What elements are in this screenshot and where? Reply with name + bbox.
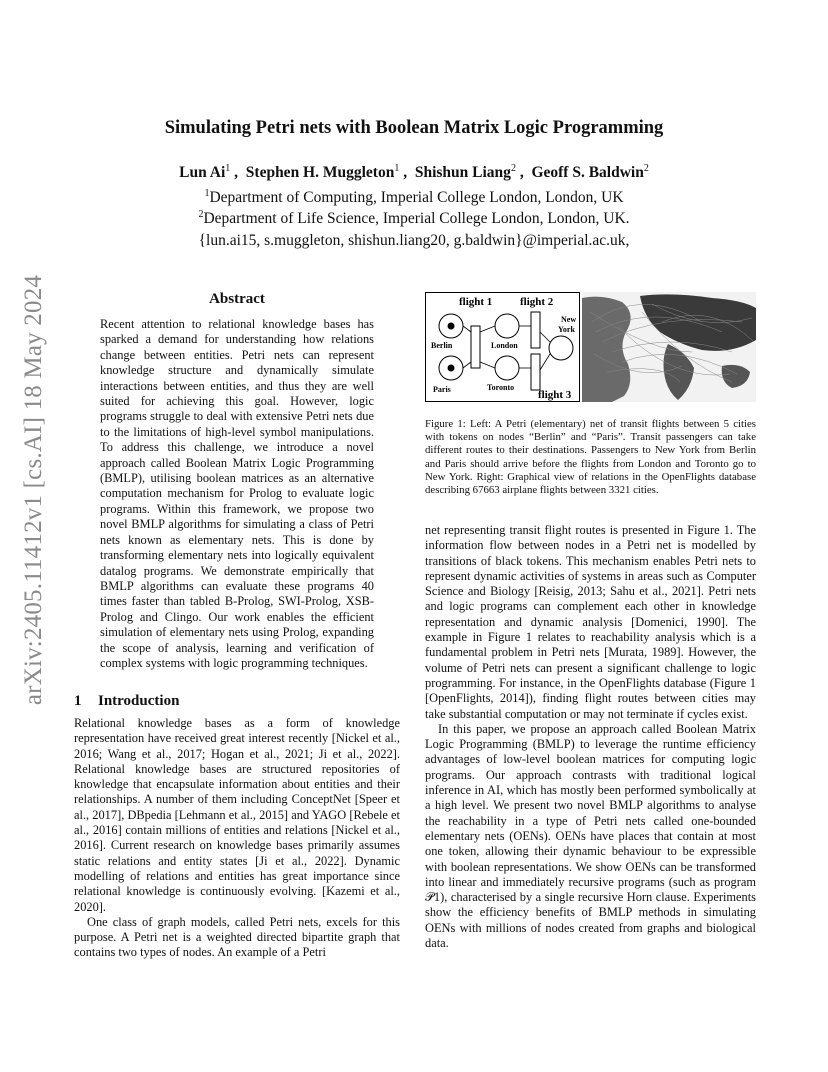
paragraph: Relational knowledge bases as a form of knowledge representation have received great interest recently [Nickel et al., 2016; Wang et al., 2017; Hogan et al., 2021; Ji et al., 2022]. Relational knowledge bases are structured repositories of knowledge that encapsulate information about entities and their relationships. A number of them including ConceptNet [Speer et al., 2017], DBpedia [Lehmann et al., 2015] and YAGO [Rebele et al., 2016] contain millions of entities and relations [Nickel et al., 2016]. Current research on knowledge bases primarily assumes static relations and entity states [Ji et al., 2022]. Dynamic modelling of relations and entities has great importance since relational knowledge is continuously evolving. [Kazemi et al., 2020]. xyxy=(74,716,400,914)
label-flight-3: flight 3 xyxy=(538,389,572,401)
label-paris: Paris xyxy=(433,385,451,394)
affiliation-mark: 1 xyxy=(204,188,210,199)
paragraph: One class of graph models, called Petri nets, excels for this purpose. A Petri net is a weighted directed bipartite graph that contains two types of nodes. An example of a Petri xyxy=(74,914,400,960)
paragraph: net representing transit flight routes is presented in Figure 1. The information flow between nodes in a Petri net is modelled by transitions of black tokens. This mechanism enables Petri nets to represent dynamic activities of systems in areas such as Computer Science and Biology [Reisig, 2013; Sahu et al., 2021]. Petri nets and logic programs can complement each other in knowledge representation and dynamic analysis [Domenici, 1990]. The example in Figure 1 relates to reachability analysis which is a fundamental problem in Petri nets [Murata, 1989]. However, the volume of Petri nets can present a significant challenge to logic programming. For instance, in the OpenFlights database (Figure 1 [OpenFlights, 2014]), finding flight routes between cities may take substantial computation or may not terminate if cycles exist. xyxy=(425,523,756,721)
arxiv-identifier: arXiv:2405.11412v1 [cs.AI] 18 May 2024 xyxy=(20,274,48,706)
token-berlin xyxy=(448,323,455,330)
author-name: Shishun Liang xyxy=(414,164,511,182)
affiliation-text: Department of Computing, Imperial College London, London, UK xyxy=(209,189,624,207)
label-york: York xyxy=(558,325,575,334)
author-name: Geoff S. Baldwin xyxy=(531,164,644,182)
affiliation-line xyxy=(0,188,828,207)
transition-flight-3 xyxy=(531,354,540,390)
author-affiliation-mark: 2 xyxy=(643,163,649,174)
paper-title: Simulating Petri nets with Boolean Matrix Logic Programming xyxy=(164,118,664,138)
place-new-york xyxy=(549,336,573,360)
label-toronto: Toronto xyxy=(487,383,515,392)
author-list: Lun Ai$^1$ , Stephen H. Muggleton$^1$ , Shishun Liang$^2$ , Geoff S. Baldwin$^2$ xyxy=(179,163,649,182)
paragraph: In this paper, we propose an approach called Boolean Matrix Logic Programming (BMLP) to leverage the runtime efficiency advantages of low-level boolean matrices for computing logic programs. Our approach contrasts with traditional logical inference in AI, which has mostly been performed symbolically at a high level. We present two novel BMLP algorithms to analyse the reachability in a type of Petri nets called one-bounded elementary nets (OENs). OENs have places that contain at most one token, allowing their dynamic behaviour to be expressible with boolean representations. We show OENs can be transformed into linear and immediately recursive programs (such as program 𝒫1), characterised by a single recursive Horn clause. Experiments show the efficiency benefits of BMLP methods in simulating OENs with millions of nodes created from graphs and biological data. xyxy=(425,721,756,951)
section-number: 1 xyxy=(74,693,82,709)
petri-net-diagram xyxy=(425,292,580,402)
figure-1-caption: Figure 1: Left: A Petri (elementary) net of transit flights between 5 cities with tokens on nodes “Berlin” and “Paris”. Transit passengers can take different routes to their destinations. Passengers to New York from Berlin and Paris should arrive before the flights from London and Toronto go to New York. Right: Graphical view of relations in the OpenFlights database describing 67663 airplane flights between 3321 cities. xyxy=(425,418,756,497)
affiliation-text: Department of Life Science, Imperial College London, London, UK. xyxy=(203,210,630,228)
affiliation-line xyxy=(0,209,828,228)
section-heading xyxy=(74,693,179,710)
abstract-body: Recent attention to relational knowledge bases has sparked a demand for understanding how relations change between entities. Petri nets can represent knowledge structure and dynamically simulate interactions between entities, and thus they are well suited for achieving this goal. However, logic programs struggle to deal with extensive Petri nets due to the limitations of high-level symbol manipulations. To address this challenge, we introduce a novel approach called Boolean Matrix Logic Programming (BMLP), utilising boolean matrices as an alternative computation mechanism for Prolog to evaluate logic programs. Within this framework, we propose two novel BMLP algorithms for simulating a class of Petri nets known as elementary nets. This is done by transforming elementary nets into logically equivalent datalog programs. We demonstrate empirically that BMLP algorithms can evaluate these programs 40 times faster than tabled B-Prolog, SWI-Prolog, XSB-Prolog and Clingo. Our work enables the efficient simulation of elementary nets using Prolog, expanding the scope of analysis, learning and verification of complex systems with logic programming techniques. xyxy=(100,317,374,670)
place-london xyxy=(495,314,519,338)
transition-flight-1 xyxy=(471,326,480,368)
author-affiliation-mark: 1 xyxy=(394,163,400,174)
token-paris xyxy=(448,365,455,372)
intro-right-column xyxy=(425,523,756,951)
label-flight-2: flight 2 xyxy=(520,296,554,308)
land-masses xyxy=(582,294,756,402)
author-affiliation-mark: 1 xyxy=(225,163,231,174)
section-title: Introduction xyxy=(98,693,180,709)
arxiv-side-stamp xyxy=(12,274,56,706)
intro-left-column xyxy=(74,716,400,961)
author-emails: {lun.ai15, s.muggleton, shishun.liang20, g.baldwin}@imperial.ac.uk, xyxy=(198,232,630,249)
author-name: Lun Ai xyxy=(179,164,226,182)
author-affiliation-mark: 2 xyxy=(510,163,516,174)
abstract-heading: Abstract xyxy=(209,291,265,307)
openflights-route-map xyxy=(582,292,756,402)
label-london: London xyxy=(491,341,518,350)
place-toronto xyxy=(495,356,519,380)
author-name: Stephen H. Muggleton xyxy=(245,164,395,182)
label-new: New xyxy=(561,315,577,324)
transition-flight-2 xyxy=(531,312,540,348)
label-berlin: Berlin xyxy=(431,341,453,350)
figure-1 xyxy=(425,292,756,402)
label-flight-1: flight 1 xyxy=(459,296,493,308)
affiliation-mark: 2 xyxy=(198,209,204,220)
